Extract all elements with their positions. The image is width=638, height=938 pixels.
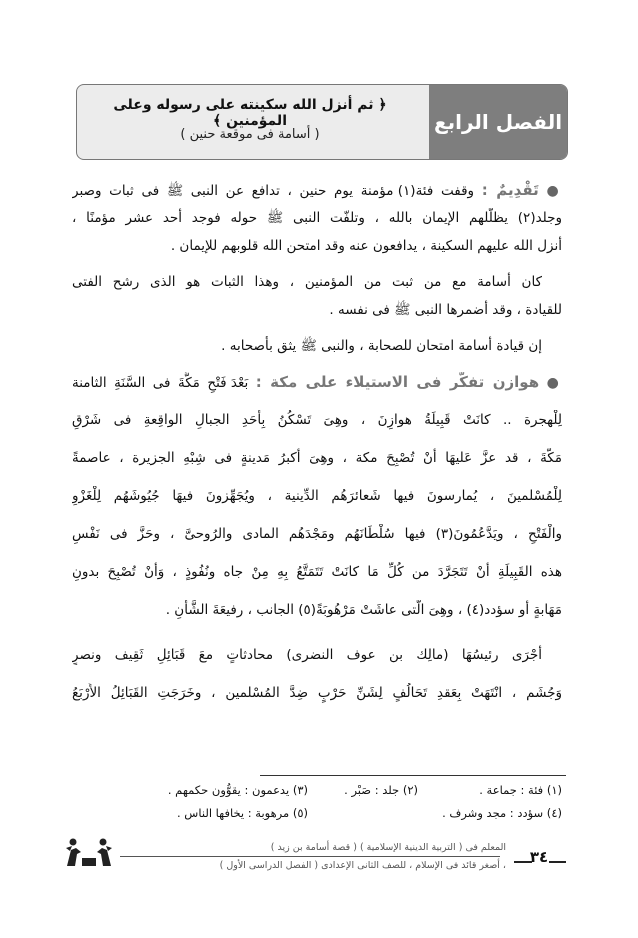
intro-line-1 [72, 180, 562, 201]
chapter-title: الفصل الرابع [429, 85, 567, 159]
footnote-divider [260, 775, 566, 776]
intro-line-3: أنزل الله عليهم السكينة ، يدافعون عنه وقد امتحن الله قلوبهم للإيمان . [170, 238, 562, 254]
footnote-4: (٤) سؤدد : مجد وشرف . [442, 806, 562, 820]
footer-book-subtitle: ، أصغر قائد فى الإسلام ، للصف الثانى الإعدادى ( الفصل الدراسى الأول ) [219, 860, 506, 871]
intro-line-4: كان أسامة مع من ثبت من المؤمنين ، وهذا الثبات هو الذى رشح الفتى [72, 274, 542, 290]
page-number: ٣٤ [529, 848, 549, 866]
page-number-rule-left [514, 861, 532, 863]
intro-line-6: إن قيادة أسامة امتحان للصحابة ، والنبى ﷺ يثق بأصحابه . [221, 338, 542, 354]
section-line-6: هذه القَبِيلَةِ أَنْ تَتَجَرَّدَ من كُلِّ مَا كانَتْ تَتَمَتَّعُ بِهِ مِنْ جاه ونُفُوذٍ ، وَأَنْ تُصْبِحَ بدونِ [72, 564, 562, 580]
section-heading: هوازن تفكّر فى الاستيلاء على مكة : [255, 373, 540, 391]
section-line-7: مَهَابةٍ أو سؤدد(٤) ، وهِىَ الَّتى عاشَتْ مَرْهُوبَةً(٥) الجانب ، رفيعَةَ الشَّأْنِ . [165, 602, 562, 618]
footnote-5: (٥) مرهوبة : يخافها الناس . [177, 806, 308, 820]
page-number-rule-right [549, 861, 566, 863]
section-line-8: أَجْرَى رئيسُهَا (مالِك بن عوف النضرى) محادثاتٍ معَ قَبَائِلِ ثَقِيف ونصرٍ [72, 647, 542, 663]
chapter-subtitle: ( أسامة فى موقعة حنين ) [180, 127, 320, 142]
intro-heading: تَقْدِيمٌ : [481, 181, 539, 199]
section-line-5: والْفَتْحِ ، ويَدَّعُمُونَ(٣) فيها سُلْطَانَهُم ومَجْدَهُم المادى والرُوحىَّ ، وحَزَّ فى نَفْسِ [72, 526, 562, 542]
section-line-3: مَكَّةَ ، قد عزَّ عَليهَا أَنْ تُصْبِحَ مكة ، وهِىَ أَكبرُ مَدينةٍ فى شِبْهِ الجزيرة ، عاصمةً [72, 450, 562, 466]
section-line-4: لِلْمُسْلمينَ ، يُمارسونَ فيها شَعائرَهُم الدِّينية ، ويُجَهِّزونَ فيهَا جُيُوشَهُم لِلْغَزْوِ [72, 488, 562, 504]
chapter-header [76, 84, 568, 160]
intro-text: وقفت فئة(١) مؤمنة يوم حنين ، تدافع عن النبى ﷺ فى ثبات وصبر [72, 183, 475, 199]
bullet-icon: ● [546, 183, 562, 199]
footnote-1: (١) فئة : جماعة . [479, 783, 562, 797]
section-heading-tail: بَعْدَ فَتْحِ مَكَّةَ فى السَّنَةِ الثامنة [72, 375, 249, 391]
intro-line-5: للقيادة ، وقد أضمرها النبى ﷺ فى نفسه . [329, 302, 562, 318]
section-line-2: لِلْهجرة .. كانَتْ قَبِيلَةُ هوازِنَ ، وهِىَ تَسْكُنُ بِأَحَدِ الجبالِ الواقِعةِ فى شَرْقِ [72, 412, 562, 428]
section-line-1 [72, 372, 562, 393]
footer-rule [120, 856, 500, 857]
footnote-3: (٣) يدعمون : يقوُّون حكمهم . [167, 783, 308, 797]
bullet-icon: ● [546, 375, 562, 391]
intro-line-2: وجلد(٢) يظلّلهم الإيمان بالله ، وتلفّت النبى ﷺ حوله فوجد أحد عشر مؤمنًا ، [72, 210, 562, 226]
publisher-logo-icon [64, 836, 114, 868]
footnote-2: (٢) جلد : صَبْر . [344, 783, 418, 797]
footer-book-title: المعلم فى ( التربية الدينية الإسلامية ) ( قصة أسامة بن زيد ) [270, 842, 506, 853]
section-line-9: وَجُشَم ، انْتَهَتْ بِعَقدِ تَحَالُفٍ لِشَنِّ حَرْبٍ ضِدَّ المُسْلمين ، وخَرَجَتِ القَبَائِلُ الأَرْبَعُ [72, 685, 562, 701]
chapter-quote: ﴿ ثم أنزل الله سكينته على رسوله وعلى المؤمنين ﴾ [113, 97, 387, 129]
